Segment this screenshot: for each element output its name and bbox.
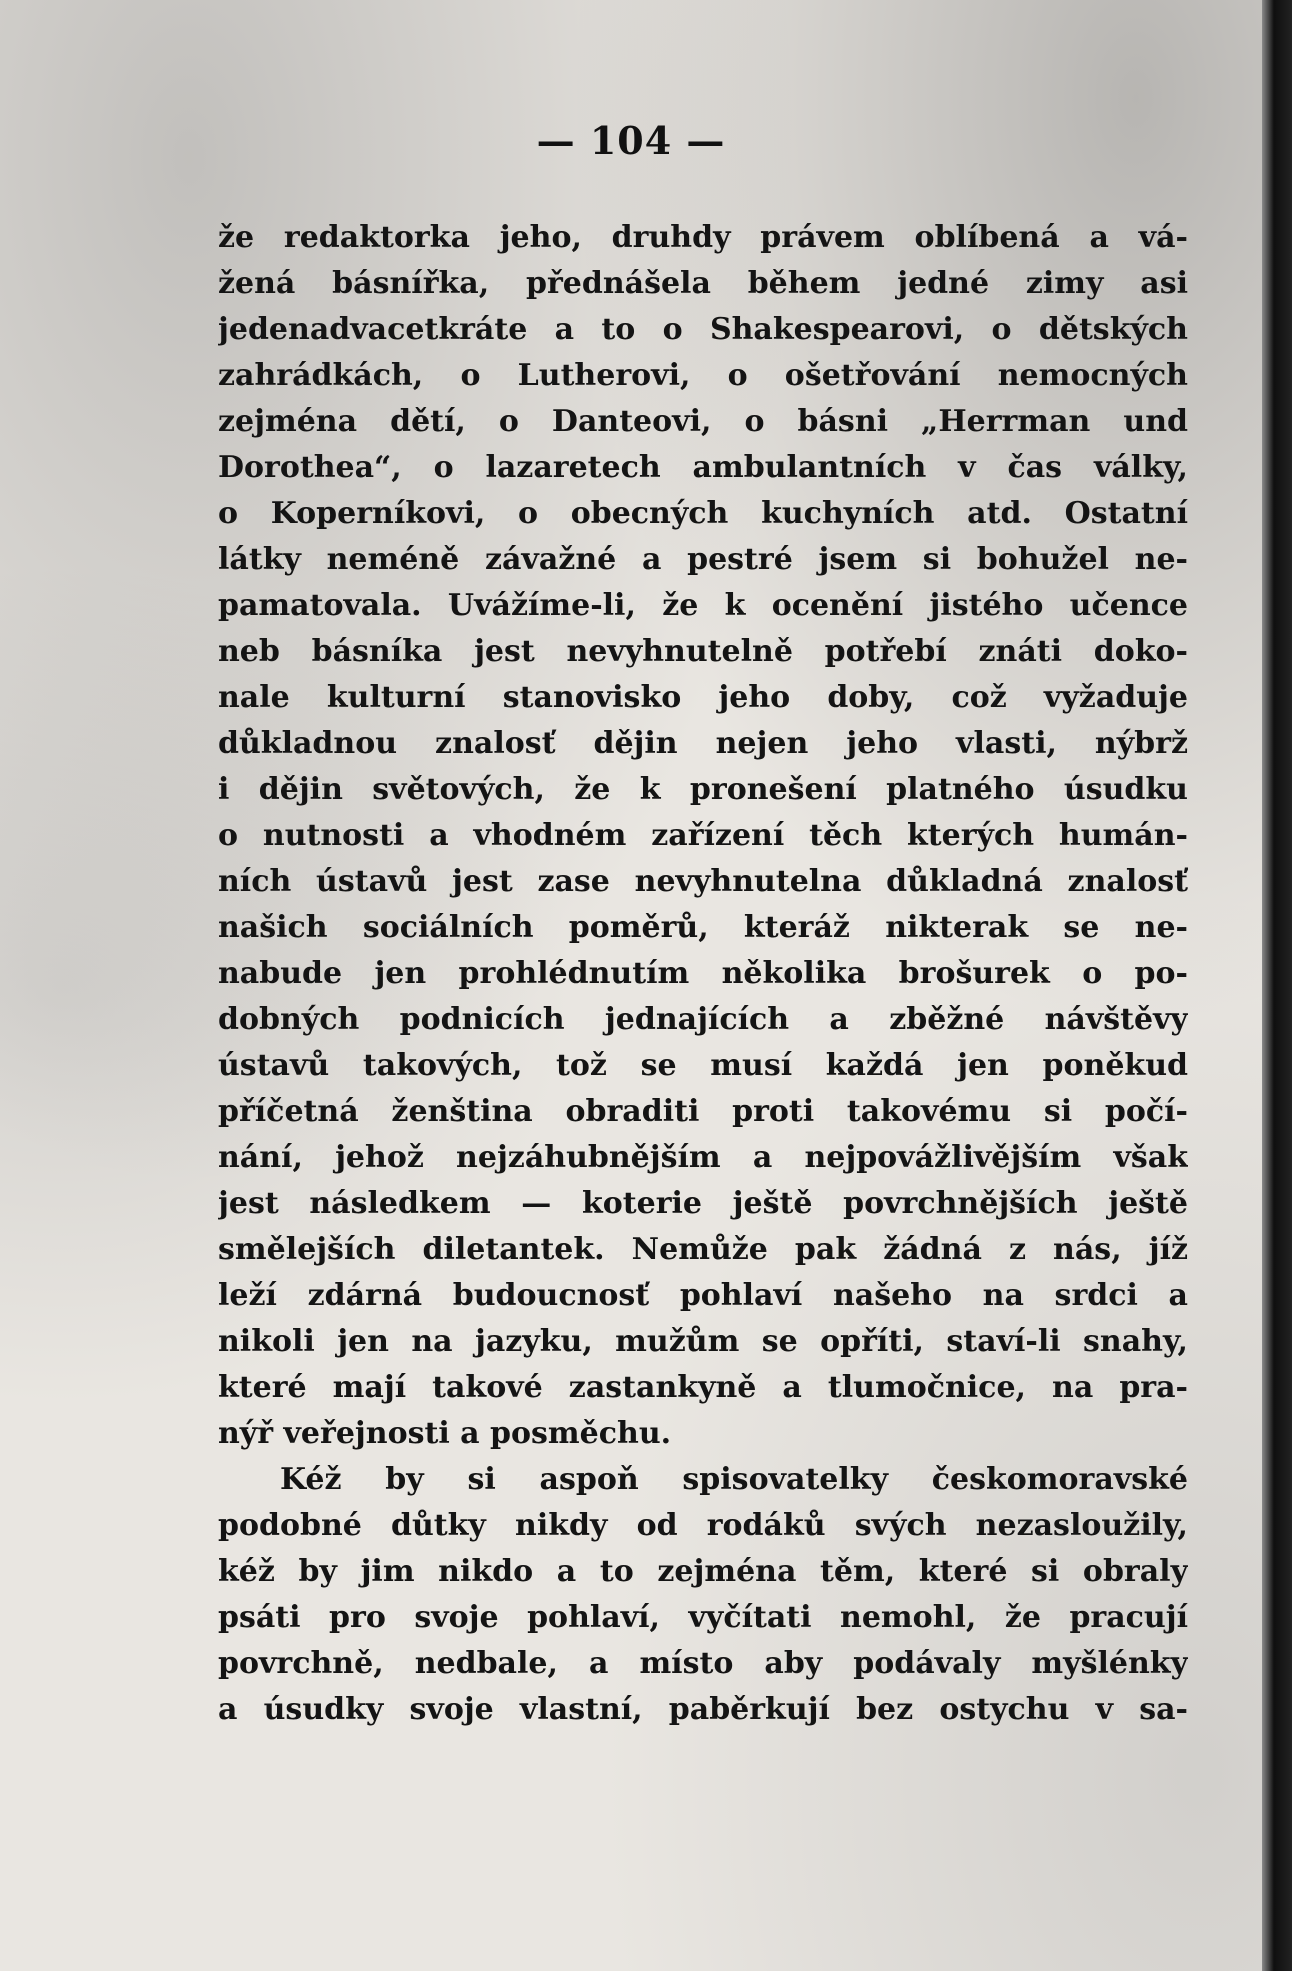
text-line: jest následkem — koterie ještě povrchnějších ještě	[218, 1186, 1188, 1221]
text-line: povrchně, nedbale, a místo aby podávaly myšlénky	[218, 1646, 1188, 1681]
text-line: zahrádkách, o Lutherovi, o ošetřování nemocných	[218, 358, 1188, 393]
text-line: zejména dětí, o Danteovi, o básni „Herrman und	[218, 404, 1188, 439]
text-line: nale kulturní stanovisko jeho doby, což vyžaduje	[218, 680, 1188, 715]
text-line: a úsudky svoje vlastní, paběrkují bez ostychu v sa-	[218, 1692, 1188, 1727]
text-line: neb básníka jest nevyhnutelně potřebí znáti doko-	[218, 634, 1188, 669]
text-line: ních ústavů jest zase nevyhnutelna důkladná znalosť	[218, 864, 1188, 899]
body-text	[218, 215, 1188, 1733]
text-line: důkladnou znalosť dějin nejen jeho vlasti, nýbrž	[218, 726, 1188, 761]
text-line: Dorothea“, o lazaretech ambulantních v čas války,	[218, 450, 1188, 485]
text-line: nabude jen prohlédnutím několika brošurek o po-	[218, 956, 1188, 991]
text-line: našich sociálních poměrů, kteráž nikterak se ne-	[218, 910, 1188, 945]
text-line: smělejších diletantek. Nemůže pak žádná z nás, jíž	[218, 1232, 1188, 1267]
text-line: i dějin světových, že k pronešení platného úsudku	[218, 772, 1188, 807]
paragraph-2	[218, 1457, 1188, 1733]
text-line: nání, jehož nejzáhubnějším a nejpovážlivějším však	[218, 1140, 1188, 1175]
text-line: o nutnosti a vhodném zařízení těch kterých humán-	[218, 818, 1188, 853]
text-line: o Koperníkovi, o obecných kuchyních atd. Ostatní	[218, 496, 1188, 531]
text-line: které mají takové zastankyně a tlumočnice, na pra-	[218, 1370, 1188, 1405]
text-line: nikoli jen na jazyku, mužům se opříti, staví-li snahy,	[218, 1324, 1188, 1359]
page-number: — 104 —	[536, 118, 726, 163]
text-line: nýř veřejnosti a posměchu.	[218, 1416, 672, 1451]
text-line: psáti pro svoje pohlaví, vyčítati nemohl, že pracují	[218, 1600, 1188, 1635]
text-line: žená básnířka, přednášela během jedné zimy asi	[218, 266, 1188, 301]
text-line: Kéž by si aspoň spisovatelky českomoravské	[280, 1462, 1188, 1497]
page-edge-shadow	[1262, 0, 1292, 1971]
text-line: podobné důtky nikdy od rodáků svých nezasloužily,	[218, 1508, 1188, 1543]
text-line: látky neméně závažné a pestré jsem si bohužel ne-	[218, 542, 1188, 577]
text-line: kéž by jim nikdo a to zejména těm, které si obraly	[218, 1554, 1188, 1589]
text-line: příčetná ženština obraditi proti takovému si počí-	[218, 1094, 1188, 1129]
text-line: ústavů takových, tož se musí každá jen poněkud	[218, 1048, 1188, 1083]
text-line: že redaktorka jeho, druhdy právem oblíbená a vá-	[218, 220, 1188, 255]
text-line: pamatovala. Uvážíme-li, že k ocenění jistého učence	[218, 588, 1188, 623]
paragraph-1	[218, 215, 1188, 1457]
text-line: leží zdárná budoucnosť pohlaví našeho na srdci a	[218, 1278, 1188, 1313]
text-line: jedenadvacetkráte a to o Shakespearovi, o dětských	[218, 312, 1188, 347]
text-line: dobných podnicích jednajících a zběžné návštěvy	[218, 1002, 1188, 1037]
